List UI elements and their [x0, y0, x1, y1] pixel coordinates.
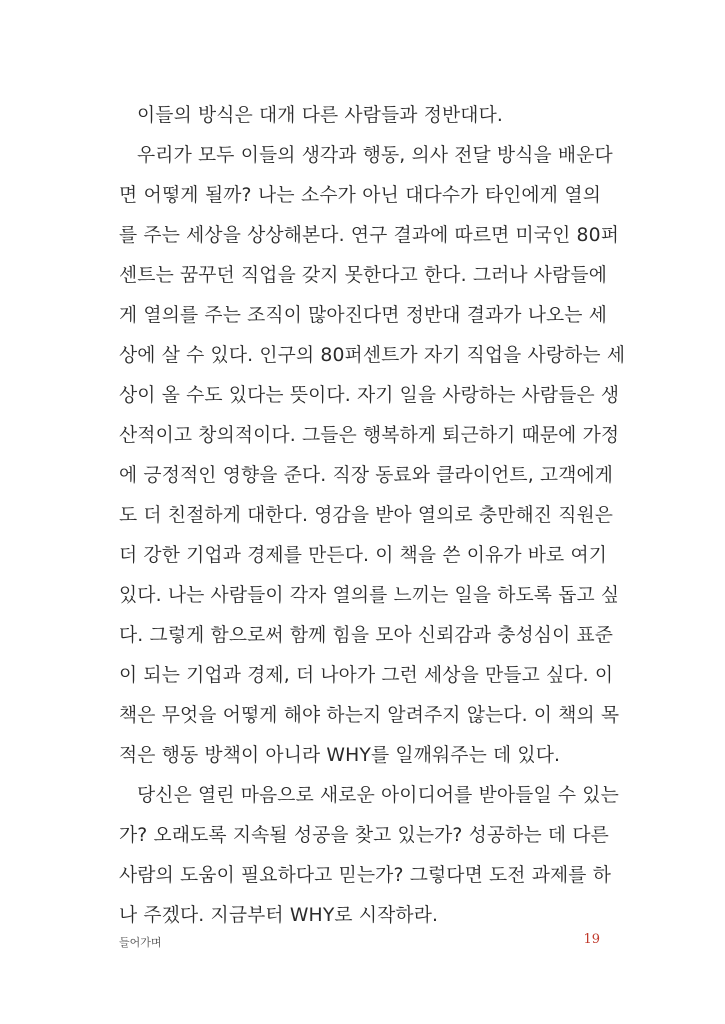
paragraph-line: 를 주는 세상을 상상해본다. 연구 결과에 따르면 미국인 80퍼 [119, 225, 620, 246]
paragraph-line: 산적이고 창의적이다. 그들은 행복하게 퇴근하기 때문에 가정 [119, 425, 620, 446]
paragraph-line: 책은 무엇을 어떻게 해야 하는지 알려주지 않는다. 이 책의 목 [119, 705, 620, 726]
paragraph-line: 더 강한 기업과 경제를 만든다. 이 책을 쓴 이유가 바로 여기 [119, 545, 608, 566]
paragraph-line: 있다. 나는 사람들이 각자 열의를 느끼는 일을 하도록 돕고 싶 [119, 585, 620, 606]
paragraph-line: 게 열의를 주는 조직이 많아진다면 정반대 결과가 나오는 세 [119, 305, 607, 326]
paragraph-line: 이 되는 기업과 경제, 더 나아가 그런 세상을 만들고 싶다. 이 [119, 665, 614, 686]
paragraph-line: 상이 올 수도 있다는 뜻이다. 자기 일을 사랑하는 사람들은 생 [119, 385, 620, 406]
paragraph-line: 사람의 도움이 필요하다고 믿는가? 그렇다면 도전 과제를 하 [119, 865, 611, 886]
paragraph-line: 우리가 모두 이들의 생각과 행동, 의사 전달 방식을 배운다 [137, 145, 613, 166]
paragraph-line: 이들의 방식은 대개 다른 사람들과 정반대다. [137, 105, 503, 126]
paragraph-line: 당신은 열린 마음으로 새로운 아이디어를 받아들일 수 있는 [137, 785, 619, 806]
paragraph-line: 도 더 친절하게 대한다. 영감을 받아 열의로 충만해진 직원은 [119, 505, 614, 526]
page-number: 19 [583, 932, 600, 947]
paragraph-line: 센트는 꿈꾸던 직업을 갖지 못한다고 한다. 그러나 사람들에 [119, 265, 607, 286]
paragraph-line: 에 긍정적인 영향을 준다. 직장 동료와 클라이언트, 고객에게 [119, 465, 614, 486]
paragraph-line: 면 어떻게 될까? 나는 소수가 아닌 대다수가 타인에게 열의 [119, 185, 601, 206]
paragraph-line: 적은 행동 방책이 아니라 WHY를 일깨워주는 데 있다. [119, 745, 561, 766]
paragraph-line: 다. 그렇게 함으로써 함께 힘을 모아 신뢰감과 충성심이 표준 [119, 625, 614, 646]
body-text [119, 96, 626, 936]
running-footer-section-title: 들어가며 [119, 936, 162, 949]
paragraph-line: 가? 오래도록 지속될 성공을 찾고 있는가? 성공하는 데 다른 [119, 825, 609, 846]
paragraph-line: 나 주겠다. 지금부터 WHY로 시작하라. [119, 905, 439, 926]
paragraph-line: 상에 살 수 있다. 인구의 80퍼센트가 자기 직업을 사랑하는 세 [119, 345, 626, 366]
